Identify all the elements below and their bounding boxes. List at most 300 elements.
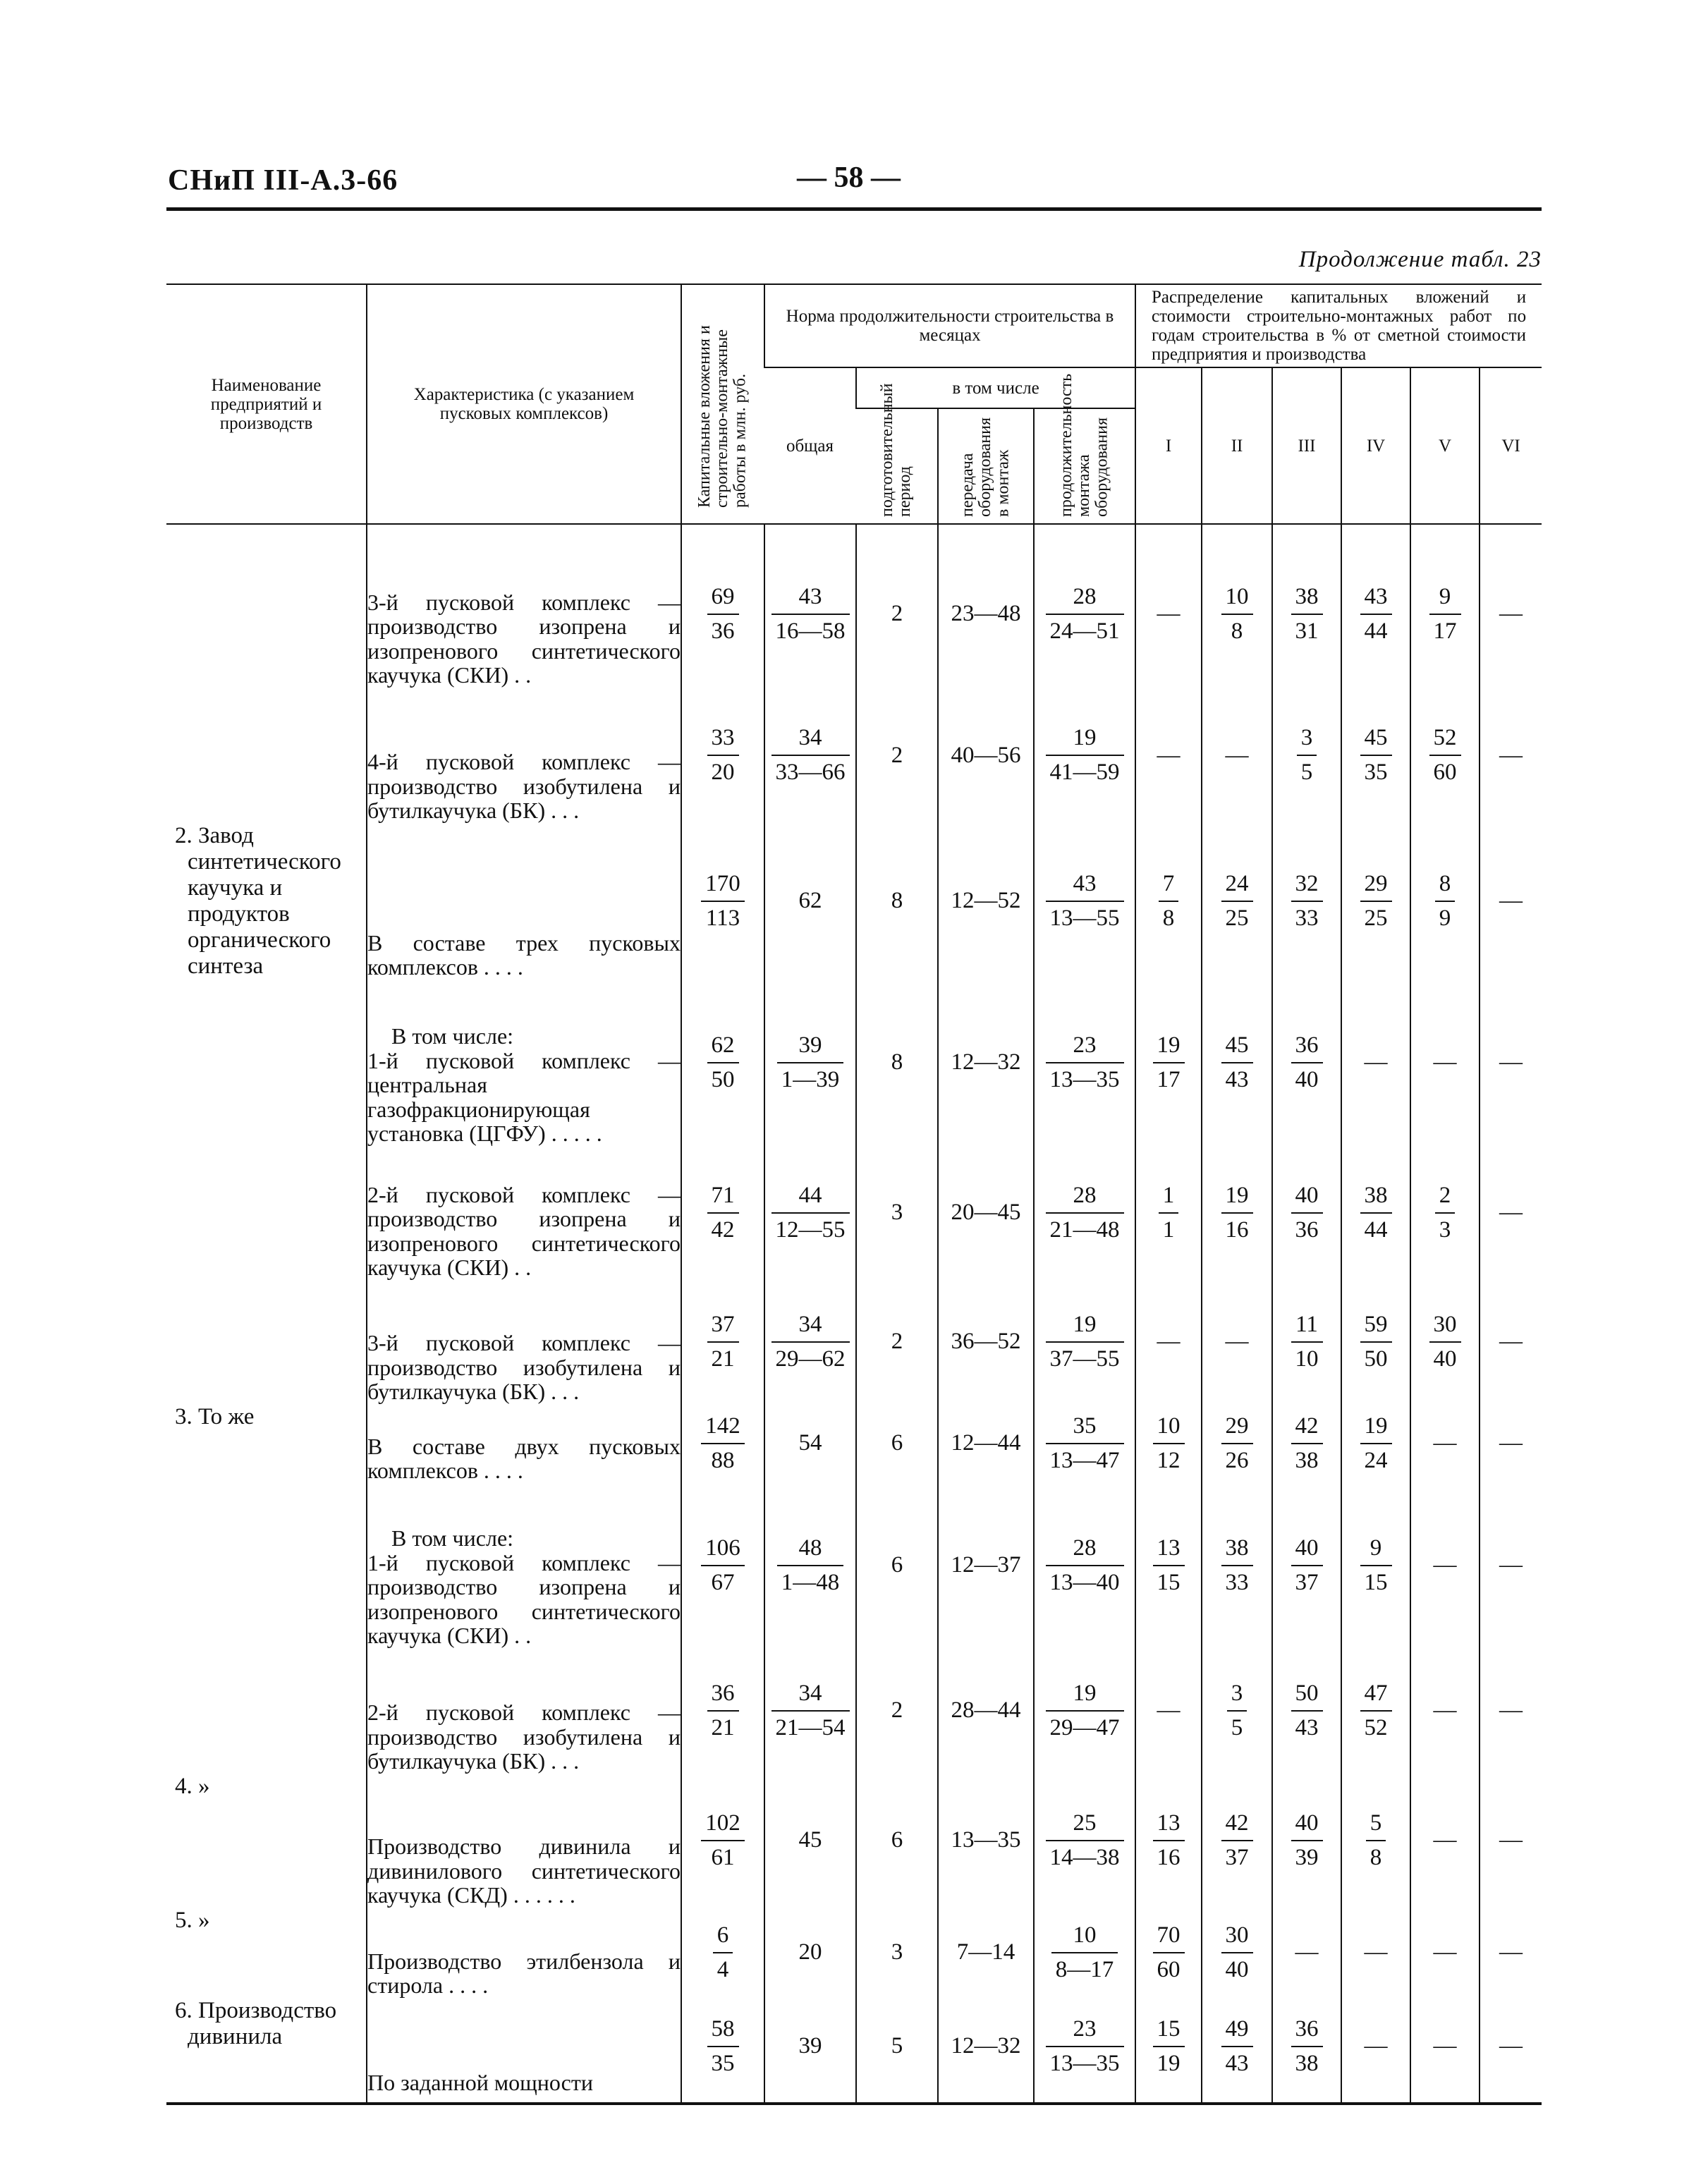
capital-cell-numerator: 33 [707, 724, 739, 756]
year-2-numerator: 29 [1221, 1413, 1253, 1444]
year-4-numerator: 29 [1360, 870, 1392, 902]
year-6-cell: — [1480, 1774, 1542, 1908]
total-duration-cell-denominator: 12—55 [775, 1216, 846, 1243]
year-2-cell [1202, 524, 1272, 688]
year-3-cell [1272, 1404, 1341, 1483]
total-duration-cell-denominator: 1—48 [781, 1569, 840, 1595]
enterprise-name-cell [166, 980, 367, 1146]
year-4-cell [1341, 1774, 1410, 1908]
capital-cell-fraction [707, 1311, 739, 1373]
table-row [166, 524, 1542, 688]
year-3-cell [1272, 1648, 1341, 1774]
installation-duration-cell-denominator: 8—17 [1055, 1956, 1114, 1982]
year-1-fraction [1153, 1922, 1185, 1984]
year-1-denominator: 17 [1157, 1066, 1181, 1092]
capital-cell-denominator: 4 [716, 1956, 729, 1982]
year-4-denominator: 35 [1364, 760, 1388, 785]
characteristic-text: В составе двух пусковых комплексов . . . . [367, 1433, 681, 1484]
equipment-transfer-cell: 12—32 [938, 980, 1034, 1146]
installation-duration-cell-numerator: 28 [1046, 1182, 1124, 1214]
prep-period-cell: 5 [856, 1998, 938, 2104]
year-4-denominator: 8 [1370, 1844, 1382, 1870]
year-3-fraction [1291, 1311, 1323, 1373]
year-1-denominator: 16 [1157, 1844, 1181, 1870]
capital-cell-fraction [707, 2015, 739, 2078]
year-3-fraction [1291, 583, 1323, 645]
enterprise-name-cell [166, 1774, 367, 1908]
header-install-text: продолжительность монтажа оборудования [1057, 373, 1111, 517]
year-6-cell: — [1480, 823, 1542, 980]
capital-cell-fraction [713, 1922, 733, 1984]
installation-duration-cell-fraction [1046, 870, 1124, 932]
year-3-fraction [1291, 870, 1323, 932]
year-2-fraction [1221, 1810, 1253, 1872]
year-2-numerator: 24 [1221, 870, 1253, 902]
installation-duration-cell-denominator: 41—59 [1049, 760, 1120, 785]
enterprise-name: 6. Производство дивинила [175, 1997, 337, 2049]
year-3-cell [1272, 1146, 1341, 1280]
installation-duration-cell-numerator: 43 [1046, 870, 1124, 902]
year-4-denominator: 44 [1364, 1216, 1388, 1243]
installation-duration-cell [1034, 1648, 1135, 1774]
year-3-denominator: 37 [1295, 1569, 1319, 1595]
total-duration-cell-denominator: 21—54 [775, 1714, 846, 1740]
year-4-cell [1341, 1404, 1410, 1483]
header-duration-group: Норма продолжительности строительства в месяцах [764, 284, 1135, 367]
table-row [166, 823, 1542, 980]
year-4-cell [1341, 823, 1410, 980]
capital-cell-fraction [701, 1810, 745, 1872]
installation-duration-cell-denominator: 13—40 [1049, 1569, 1120, 1595]
capital-cell-numerator: 170 [701, 870, 745, 902]
year-2-fraction [1221, 583, 1253, 645]
year-3-numerator: 50 [1291, 1680, 1323, 1712]
table-row [166, 1483, 1542, 1648]
installation-duration-cell-denominator: 24—51 [1049, 618, 1120, 644]
header-prep [856, 383, 938, 524]
characteristic-cell [367, 1146, 681, 1280]
year-4-fraction [1360, 724, 1392, 786]
characteristic-cell [367, 1648, 681, 1774]
enterprise-name: 2. Завод синтетического каучука и продуктов органического синтеза [175, 823, 341, 979]
header-year-5: V [1410, 367, 1480, 524]
capital-cell-denominator: 42 [711, 1216, 735, 1243]
header-enterprise: Наименование предприятий и производств [166, 284, 367, 524]
year-5-fraction [1429, 724, 1461, 786]
page-number: — 58 — [797, 161, 901, 194]
year-1-cell: — [1135, 688, 1202, 823]
year-3-cell [1272, 1998, 1341, 2104]
year-1-numerator: 19 [1153, 1032, 1185, 1063]
year-5-fraction [1435, 1182, 1456, 1244]
header-year-2: II [1202, 367, 1272, 524]
header-rule [166, 207, 1542, 211]
equipment-transfer-cell: 40—56 [938, 688, 1034, 823]
enterprise-name-cell [166, 1280, 367, 1404]
installation-duration-cell-denominator: 13—47 [1049, 1447, 1120, 1473]
header-year-6: VI [1480, 367, 1542, 524]
installation-duration-cell-fraction [1046, 1535, 1124, 1597]
capital-cell [681, 688, 764, 823]
year-4-fraction [1360, 870, 1392, 932]
year-2-fraction [1221, 1922, 1253, 1984]
year-4-numerator: 9 [1360, 1535, 1392, 1566]
year-3-cell [1272, 823, 1341, 980]
capital-cell [681, 1483, 764, 1648]
characteristic-text: 1-й пусковой комплекс — производство изопрена и изопренового синтетического каучука (СКИ) . . [367, 1549, 681, 1649]
total-duration-cell-numerator: 34 [771, 724, 850, 756]
year-4-numerator: 38 [1360, 1182, 1392, 1214]
total-duration-cell [764, 688, 856, 823]
year-1-fraction [1153, 1413, 1185, 1475]
total-duration-cell-fraction [771, 724, 850, 786]
table-row [166, 1998, 1542, 2104]
total-duration-cell-numerator: 34 [771, 1680, 850, 1712]
enterprise-name-cell [166, 1908, 367, 1998]
year-5-cell: — [1410, 1998, 1480, 2104]
equipment-transfer-cell: 12—32 [938, 1998, 1034, 2104]
year-1-denominator: 1 [1162, 1216, 1175, 1243]
year-2-cell [1202, 1774, 1272, 1908]
installation-duration-cell [1034, 1998, 1135, 2104]
characteristic-cell [367, 980, 681, 1146]
installation-duration-cell-numerator: 28 [1046, 1535, 1124, 1566]
year-4-denominator: 25 [1364, 905, 1388, 931]
year-1-cell [1135, 1774, 1202, 1908]
prep-period-cell: 2 [856, 1280, 938, 1404]
year-1-numerator: 70 [1153, 1922, 1185, 1953]
header-total: общая [764, 367, 856, 524]
year-5-denominator: 60 [1433, 760, 1457, 785]
year-2-cell: — [1202, 688, 1272, 823]
data-table [166, 283, 1542, 2105]
year-1-numerator: 13 [1153, 1535, 1185, 1566]
characteristic-cell [367, 1998, 681, 2104]
year-2-denominator: 26 [1225, 1447, 1249, 1473]
year-3-numerator: 32 [1291, 870, 1323, 902]
year-5-cell [1410, 1280, 1480, 1404]
year-5-numerator: 9 [1429, 583, 1461, 615]
year-2-denominator: 40 [1225, 1956, 1249, 1982]
prep-period-cell: 2 [856, 1648, 938, 1774]
equipment-transfer-cell: 12—37 [938, 1483, 1034, 1648]
characteristic-text: Производство этилбензола и стирола . . . . [367, 1948, 681, 1999]
installation-duration-cell-fraction [1046, 1032, 1124, 1094]
year-2-cell [1202, 1404, 1272, 1483]
year-2-fraction [1221, 1182, 1253, 1244]
year-2-numerator: 30 [1221, 1922, 1253, 1953]
characteristic-lead: В том числе: [391, 1525, 514, 1551]
year-4-denominator: 52 [1364, 1714, 1388, 1740]
year-2-fraction [1221, 1535, 1253, 1597]
year-6-cell: — [1480, 980, 1542, 1146]
characteristic-cell [367, 524, 681, 688]
capital-cell-denominator: 21 [711, 1346, 735, 1372]
installation-duration-cell-fraction [1046, 1810, 1124, 1872]
installation-duration-cell-fraction [1046, 724, 1124, 786]
year-3-numerator: 11 [1291, 1311, 1323, 1343]
year-4-fraction [1366, 1810, 1386, 1872]
year-4-cell [1341, 524, 1410, 688]
table-row [166, 1280, 1542, 1404]
year-3-cell [1272, 980, 1341, 1146]
year-1-cell: — [1135, 524, 1202, 688]
year-5-cell [1410, 1146, 1480, 1280]
year-3-denominator: 10 [1295, 1346, 1319, 1372]
year-6-cell: — [1480, 688, 1542, 823]
prep-period-cell: 6 [856, 1774, 938, 1908]
year-2-cell [1202, 1998, 1272, 2104]
installation-duration-cell-denominator: 13—55 [1049, 905, 1120, 931]
year-6-cell: — [1480, 1998, 1542, 2104]
equipment-transfer-cell: 7—14 [938, 1908, 1034, 1998]
header-year-4: IV [1341, 367, 1410, 524]
year-1-denominator: 15 [1157, 1569, 1181, 1595]
year-6-cell: — [1480, 1908, 1542, 1998]
header-capital-text: Капитальные вложения и строительно-монтажные работы в млн. руб. [695, 325, 750, 508]
year-1-fraction [1153, 2015, 1185, 2078]
year-3-fraction [1291, 1413, 1323, 1475]
year-3-numerator: 3 [1297, 724, 1317, 756]
year-2-denominator: 8 [1231, 618, 1243, 644]
year-5-numerator: 30 [1429, 1311, 1461, 1343]
capital-cell [681, 524, 764, 688]
year-6-cell: — [1480, 1648, 1542, 1774]
characteristic-lead: В том числе: [391, 1023, 514, 1049]
equipment-transfer-cell: 13—35 [938, 1774, 1034, 1908]
year-2-cell [1202, 1648, 1272, 1774]
capital-cell [681, 1908, 764, 1998]
characteristic-cell [367, 1908, 681, 1998]
total-duration-cell-denominator: 16—58 [775, 618, 846, 644]
year-4-denominator: 24 [1364, 1447, 1388, 1473]
year-4-fraction [1360, 1680, 1392, 1742]
year-4-fraction [1360, 1182, 1392, 1244]
prep-period-cell: 6 [856, 1483, 938, 1648]
year-1-denominator: 19 [1157, 2050, 1181, 2076]
characteristic-cell [367, 688, 681, 823]
year-3-numerator: 40 [1291, 1182, 1323, 1214]
year-3-fraction [1291, 1032, 1323, 1094]
capital-cell [681, 1280, 764, 1404]
year-2-cell [1202, 823, 1272, 980]
year-6-cell: — [1480, 524, 1542, 688]
characteristic-text: 1-й пусковой комплекс — центральная газофракционирующая установка (ЦГФУ) . . . . . [367, 1047, 681, 1147]
year-3-numerator: 40 [1291, 1810, 1323, 1841]
year-1-fraction [1159, 1182, 1179, 1244]
year-5-numerator: 8 [1435, 870, 1456, 902]
capital-cell-fraction [701, 870, 745, 932]
year-3-fraction [1291, 1810, 1323, 1872]
installation-duration-cell [1034, 1280, 1135, 1404]
year-3-denominator: 33 [1295, 905, 1319, 931]
table-row [166, 1774, 1542, 1908]
year-1-numerator: 15 [1153, 2015, 1185, 2047]
table-row [166, 1908, 1542, 1998]
installation-duration-cell-fraction [1046, 583, 1124, 645]
capital-cell-numerator: 71 [707, 1182, 739, 1214]
year-4-fraction [1360, 1413, 1392, 1475]
installation-duration-cell [1034, 823, 1135, 980]
year-2-denominator: 43 [1225, 2050, 1249, 2076]
year-3-numerator: 40 [1291, 1535, 1323, 1566]
capital-cell-numerator: 142 [701, 1413, 745, 1444]
year-2-numerator: 19 [1221, 1182, 1253, 1214]
installation-duration-cell [1034, 1774, 1135, 1908]
year-1-numerator: 7 [1159, 870, 1179, 902]
year-2-denominator: 5 [1231, 1714, 1243, 1740]
year-5-cell [1410, 524, 1480, 688]
total-duration-cell-fraction [771, 1680, 850, 1742]
header-distribution: Распределение капитальных вложений и стоимости строительно-монтажных работ по годам строительства в % от сметной стоимости предприятия и производства [1135, 284, 1542, 367]
year-3-fraction [1291, 2015, 1323, 2078]
installation-duration-cell-fraction [1051, 1922, 1118, 1984]
prep-period-cell: 8 [856, 980, 938, 1146]
year-4-cell [1341, 688, 1410, 823]
prep-period-cell: 2 [856, 688, 938, 823]
prep-period-cell: 6 [856, 1404, 938, 1483]
year-6-cell: — [1480, 1404, 1542, 1483]
table-row [166, 1648, 1542, 1774]
capital-cell-denominator: 21 [711, 1714, 735, 1740]
capital-cell-numerator: 106 [701, 1535, 745, 1566]
year-1-cell: — [1135, 1648, 1202, 1774]
year-2-fraction [1221, 1413, 1253, 1475]
year-4-cell: — [1341, 1998, 1410, 2104]
equipment-transfer-cell: 12—52 [938, 823, 1034, 980]
installation-duration-cell-numerator: 19 [1046, 1680, 1124, 1712]
header-capital [681, 284, 764, 524]
year-3-cell [1272, 524, 1341, 688]
total-duration-cell-numerator: 44 [771, 1182, 850, 1214]
year-1-cell [1135, 1146, 1202, 1280]
enterprise-name-cell [166, 1998, 367, 2104]
equipment-transfer-cell: 23—48 [938, 524, 1034, 688]
installation-duration-cell-denominator: 13—35 [1049, 1066, 1120, 1092]
enterprise-name-cell [166, 1146, 367, 1280]
year-4-cell: — [1341, 980, 1410, 1146]
table-row [166, 1146, 1542, 1280]
installation-duration-cell-fraction [1046, 1680, 1124, 1742]
year-2-denominator: 25 [1225, 905, 1249, 931]
year-1-numerator: 13 [1153, 1810, 1185, 1841]
year-4-numerator: 59 [1360, 1311, 1392, 1343]
year-3-fraction [1291, 1182, 1323, 1244]
year-2-denominator: 33 [1225, 1569, 1249, 1595]
installation-duration-cell-fraction [1046, 1413, 1124, 1475]
year-1-fraction [1153, 1032, 1185, 1094]
installation-duration-cell [1034, 1404, 1135, 1483]
capital-cell-denominator: 61 [711, 1844, 735, 1870]
header-prep-text: подготовительный период [878, 383, 915, 517]
year-1-cell [1135, 980, 1202, 1146]
year-4-fraction [1360, 583, 1392, 645]
installation-duration-cell-numerator: 10 [1051, 1922, 1118, 1953]
capital-cell-fraction [701, 1535, 745, 1597]
equipment-transfer-cell: 20—45 [938, 1146, 1034, 1280]
year-4-numerator: 43 [1360, 583, 1392, 615]
capital-cell-numerator: 6 [713, 1922, 733, 1953]
year-1-cell: — [1135, 1280, 1202, 1404]
capital-cell [681, 1146, 764, 1280]
year-2-fraction [1221, 2015, 1253, 2078]
year-4-denominator: 50 [1364, 1346, 1388, 1372]
capital-cell-fraction [707, 583, 739, 645]
characteristic-cell [367, 1404, 681, 1483]
installation-duration-cell [1034, 980, 1135, 1146]
capital-cell [681, 980, 764, 1146]
characteristic-text: Производство дивинила и дивинилового синтетического каучука (СКД) . . . . . . [367, 1834, 681, 1908]
installation-duration-cell-numerator: 23 [1046, 1032, 1124, 1063]
year-5-cell: — [1410, 980, 1480, 1146]
total-duration-cell [764, 524, 856, 688]
capital-cell-denominator: 35 [711, 2050, 735, 2076]
year-3-numerator: 42 [1291, 1413, 1323, 1444]
year-2-numerator: 38 [1221, 1535, 1253, 1566]
installation-duration-cell [1034, 688, 1135, 823]
characteristic-text: 4-й пусковой комплекс — производство изобутилена и бутилкаучука (БК) . . . [367, 749, 681, 824]
capital-cell-numerator: 102 [701, 1810, 745, 1841]
enterprise-name: 5. » [175, 1907, 210, 1933]
installation-duration-cell-numerator: 23 [1046, 2015, 1124, 2047]
year-2-numerator: 3 [1227, 1680, 1248, 1712]
table-body [166, 524, 1542, 2104]
capital-cell-denominator: 20 [711, 760, 735, 785]
year-1-numerator: 1 [1159, 1182, 1179, 1214]
year-3-denominator: 39 [1295, 1844, 1319, 1870]
year-3-denominator: 38 [1295, 2050, 1319, 2076]
year-5-denominator: 9 [1439, 905, 1451, 931]
capital-cell-numerator: 37 [707, 1311, 739, 1343]
equipment-transfer-cell: 12—44 [938, 1404, 1034, 1483]
year-2-cell [1202, 980, 1272, 1146]
year-2-denominator: 16 [1225, 1216, 1249, 1243]
characteristic-cell [367, 1774, 681, 1908]
header-transfer-text: передача оборудования в монтаж [958, 417, 1013, 517]
prep-period-cell: 8 [856, 823, 938, 980]
capital-cell [681, 1998, 764, 2104]
capital-cell [681, 1648, 764, 1774]
total-duration-cell-fraction [771, 1182, 850, 1244]
year-5-cell: — [1410, 1774, 1480, 1908]
enterprise-name-cell [166, 823, 367, 980]
total-duration-cell-fraction [771, 583, 850, 645]
table-row [166, 688, 1542, 823]
total-duration-cell [764, 1648, 856, 1774]
total-duration-cell-numerator: 39 [777, 1032, 844, 1063]
year-1-cell [1135, 1998, 1202, 2104]
year-4-numerator: 5 [1366, 1810, 1386, 1841]
year-2-fraction [1221, 870, 1253, 932]
year-1-fraction [1159, 870, 1179, 932]
characteristic-cell [367, 1483, 681, 1648]
year-3-denominator: 38 [1295, 1447, 1319, 1473]
year-3-numerator: 36 [1291, 1032, 1323, 1063]
year-5-cell [1410, 823, 1480, 980]
enterprise-name: 3. То же [175, 1403, 255, 1429]
year-3-denominator: 40 [1295, 1066, 1319, 1092]
year-3-denominator: 43 [1295, 1714, 1319, 1740]
year-2-numerator: 42 [1221, 1810, 1253, 1841]
year-4-fraction [1360, 1311, 1392, 1373]
year-5-numerator: 52 [1429, 724, 1461, 756]
table-row [166, 980, 1542, 1146]
year-1-cell [1135, 1483, 1202, 1648]
total-duration-cell: 39 [764, 1998, 856, 2104]
year-5-denominator: 3 [1439, 1216, 1451, 1243]
enterprise-name-cell [166, 1404, 367, 1483]
table-row [166, 1404, 1542, 1483]
